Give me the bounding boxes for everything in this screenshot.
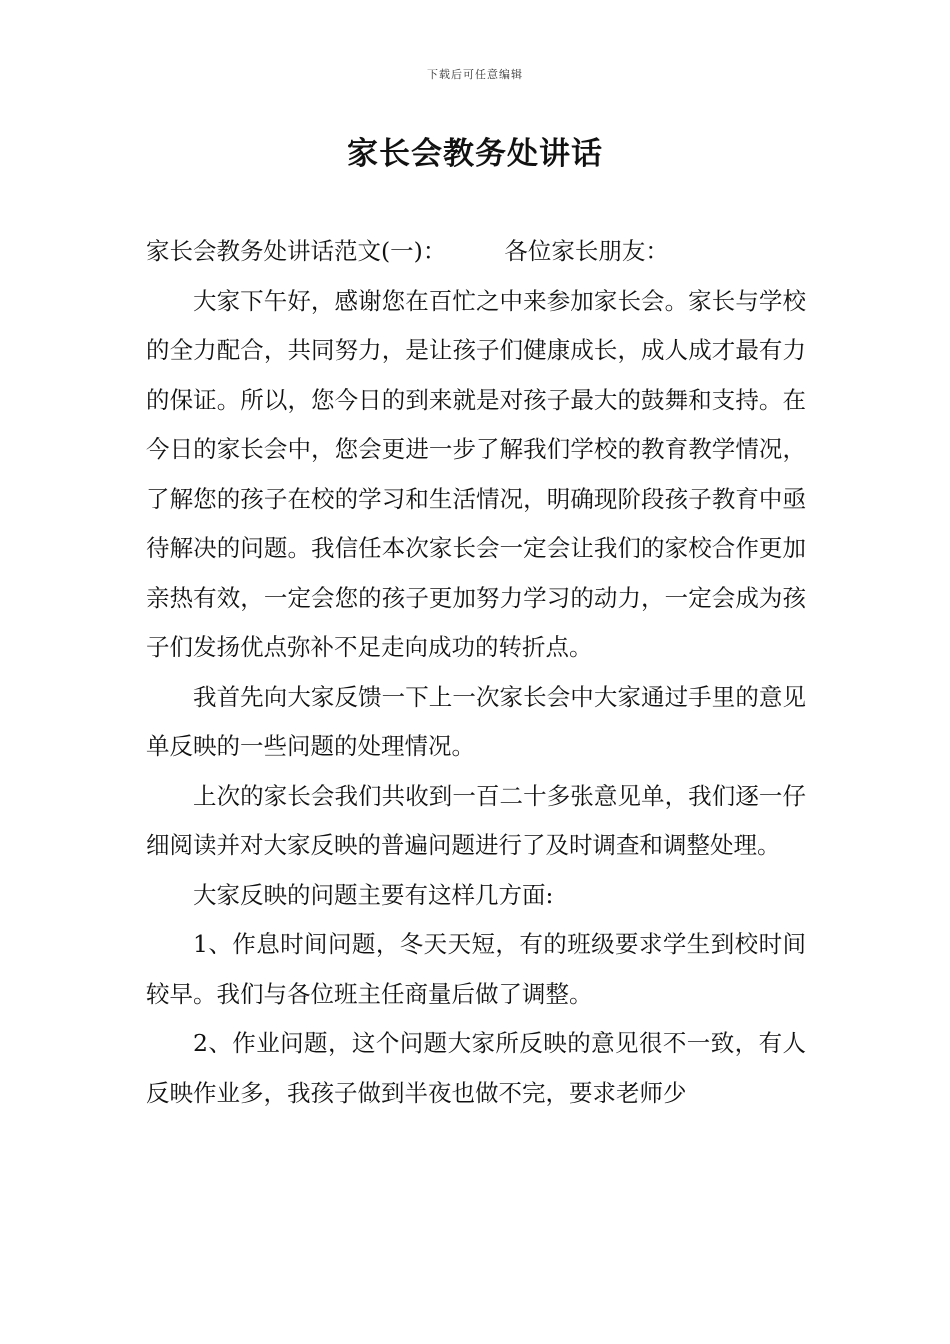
paragraph: 大家下午好，感谢您在百忙之中来参加家长会。家长与学校的全力配合，共同努力，是让孩子们健康成长，成人成才最有力的保证。所以，您今日的到来就是对孩子最大的鼓舞和支持。在今日的家长会中，您会更进一步了解我们学校的教育教学情况，了解您的孩子在校的学习和生活情况，明确现阶段孩子教育中亟待解决的问题。我信任本次家长会一定会让我们的家校合作更加亲热有效，一定会您的孩子更加努力学习的动力，一定会成为孩子们发扬优点弥补不足走向成功的转折点。 [146, 286, 806, 661]
paragraph: 上次的家长会我们共收到一百二十多张意见单，我们逐一仔细阅读并对大家反映的普遍问题进行了及时调查和调整处理。 [146, 781, 806, 859]
paragraph: 大家反映的问题主要有这样几方面: [193, 880, 554, 909]
paragraph: 2、作业问题，这个问题大家所反映的意见很不一致，有人反映作业多，我孩子做到半夜也做不完，要求老师少 [146, 1029, 806, 1107]
paragraph: 1、作息时间问题，冬天天短，有的班级要求学生到校时间较早。我们与各位班主任商量后做了调整。 [146, 930, 806, 1008]
lead-heading: 家长会教务处讲话范文(一)： [146, 237, 447, 265]
document-title: 家长会教务处讲话 [347, 136, 603, 172]
header-note: 下载后可任意编辑 [427, 68, 523, 81]
lead-line [146, 227, 806, 277]
document-body [146, 227, 806, 1118]
greeting: 各位家长朋友： [504, 237, 669, 265]
paragraph: 我首先向大家反馈一下上一次家长会中大家通过手里的意见单反映的一些问题的处理情况。 [146, 682, 806, 760]
